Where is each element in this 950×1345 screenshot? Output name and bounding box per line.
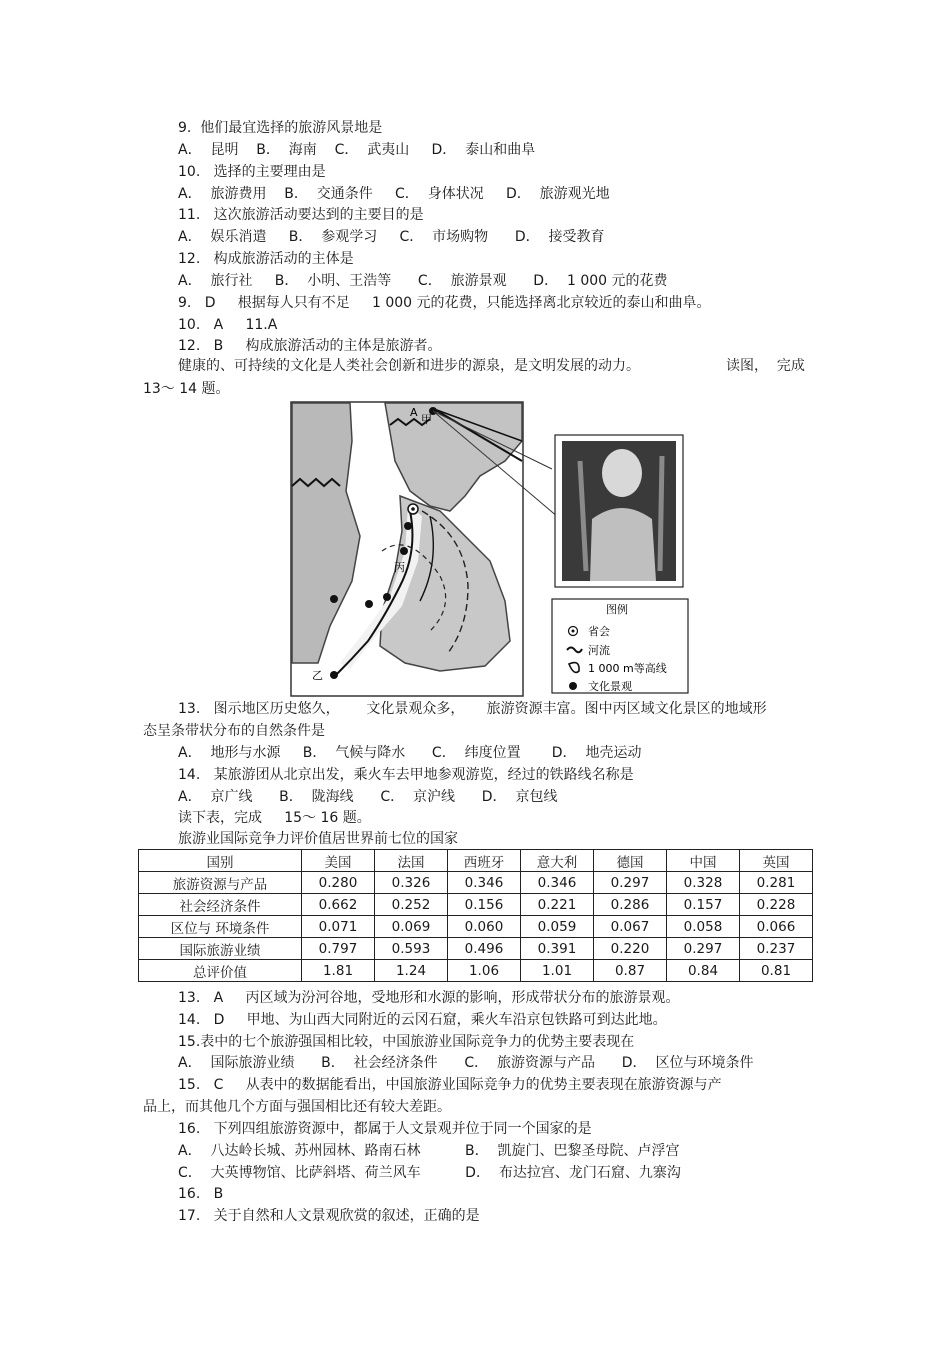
label-jia: 甲 [421,413,432,426]
capital-dot [411,507,415,511]
culture-site [365,600,373,608]
table-header-cell: 国别 [139,850,302,872]
question-13-cont: 态呈条带状分布的自然条件是 [143,723,325,739]
table-row [139,960,813,982]
table-cell: 旅游资源与产品 [139,872,302,894]
table-cell: 0.297 [667,938,740,960]
intro-paragraph: 健康的、可持续的文化是人类社会创新和进步的源泉，是文明发展的动力。 [178,358,640,374]
table-row [139,938,813,960]
legend-item-capital: 省会 [588,625,610,638]
table-cell: 0.81 [740,960,813,982]
question-12: 12. 构成旅游活动的主体是 [178,251,354,267]
competitiveness-table [138,849,813,982]
table-cell: 0.071 [302,916,375,938]
table-header-cell: 德国 [594,850,667,872]
intro-paragraph-cont: 13～ 14 题。 [143,381,230,397]
table-cell: 0.281 [740,872,813,894]
question-9: 9. 他们最宜选择的旅游风景地是 [178,120,383,136]
table-cell: 1.01 [521,960,594,982]
table-header-cell: 美国 [302,850,375,872]
table-cell: 0.280 [302,872,375,894]
table-header-row [139,850,813,872]
table-cell: 1.81 [302,960,375,982]
table-cell: 0.067 [594,916,667,938]
culture-site-icon [569,682,577,690]
answer-9: 9. D 根据每人只有不足 1 000 元的花费，只能选择离北京较近的泰山和曲阜。 [178,295,711,311]
label-bing: 丙 [394,561,405,574]
table-cell: 0.228 [740,894,813,916]
map-figure [290,401,692,698]
table-header-cell: 中国 [667,850,740,872]
buddha-head [602,449,642,497]
table-cell: 0.286 [594,894,667,916]
question-16: 16. 下列四组旅游资源中，都属于人文景观并位于同一个国家的是 [178,1121,592,1137]
table-row [139,872,813,894]
intro-paragraph-end: 读图， 完成 [726,358,805,374]
answer-13: 13. A 丙区域为汾河谷地，受地形和水源的影响，形成带状分布的旅游景观。 [178,990,680,1006]
table-cell: 0.221 [521,894,594,916]
question-14: 14. 某旅游团从北京出发，乘火车去甲地参观游览，经过的铁路线名称是 [178,767,634,783]
options-16-ab: A． 八达岭长城、苏州园林、路南石林 B． 凯旋门、巴黎圣母院、卢浮宫 [178,1143,680,1159]
legend-item-river: 河流 [588,644,610,657]
table-cell: 0.662 [302,894,375,916]
table-cell: 0.157 [667,894,740,916]
table-cell: 0.593 [375,938,448,960]
culture-site-yi [330,671,338,679]
table-cell: 0.391 [521,938,594,960]
options-13: A． 地形与水源 B． 气候与降水 C． 纬度位置 D． 地壳运动 [178,745,642,761]
table-header-cell: 英国 [740,850,813,872]
table-cell: 0.297 [594,872,667,894]
label-a: A [410,406,418,419]
question-15: 15.表中的七个旅游强国相比较，中国旅游业国际竞争力的优势主要表现在 [178,1034,635,1050]
question-17: 17. 关于自然和人文景观欣赏的叙述，正确的是 [178,1208,480,1224]
options-9: A． 昆明 B． 海南 C． 武夷山 D． 泰山和曲阜 [178,142,536,158]
table-header-cell: 西班牙 [448,850,521,872]
table-cell: 0.220 [594,938,667,960]
question-11: 11. 这次旅游活动要达到的主要目的是 [178,207,424,223]
table-cell: 区位与 环境条件 [139,916,302,938]
table-cell: 0.84 [667,960,740,982]
answer-14: 14. D 甲地、为山西大同附近的云冈石窟，乘火车沿京包铁路可到达此地。 [178,1012,667,1028]
question-13: 13. 图示地区历史悠久， 文化景观众多， 旅游资源丰富。图中丙区域文化景区的地域形 [178,701,767,717]
table-title: 旅游业国际竞争力评价值居世界前七位的国家 [178,831,458,847]
options-16-cd: C． 大英博物馆、比萨斜塔、荷兰风车 D． 布达拉宫、龙门石窟、九寨沟 [178,1165,681,1181]
table-cell: 0.326 [375,872,448,894]
table-cell: 1.06 [448,960,521,982]
buddha-body [590,508,656,581]
legend-item-culture: 文化景观 [588,680,632,693]
table-cell: 1.24 [375,960,448,982]
table-cell: 社会经济条件 [139,894,302,916]
table-cell: 国际旅游业绩 [139,938,302,960]
table-cell: 0.797 [302,938,375,960]
table-header-cell: 法国 [375,850,448,872]
answer-10-11: 10. A 11.A [178,317,278,333]
table-cell: 0.237 [740,938,813,960]
options-14: A． 京广线 B． 陇海线 C． 京沪线 D． 京包线 [178,789,558,805]
table-cell: 0.496 [448,938,521,960]
table-cell: 0.059 [521,916,594,938]
options-10: A． 旅游费用 B． 交通条件 C． 身体状况 D． 旅游观光地 [178,186,610,202]
answer-16: 16. B [178,1186,224,1202]
answer-12: 12. B 构成旅游活动的主体是旅游者。 [178,338,442,354]
table-cell: 0.058 [667,916,740,938]
culture-site [404,522,412,530]
table-cell: 0.252 [375,894,448,916]
question-10: 10. 选择的主要理由是 [178,164,326,180]
table-cell: 0.346 [521,872,594,894]
table-cell: 0.156 [448,894,521,916]
answer-15-cont: 品上，而其他几个方面与强国相比还有较大差距。 [143,1099,451,1115]
options-15: A． 国际旅游业绩 B． 社会经济条件 C． 旅游资源与产品 D． 区位与环境条件 [178,1055,754,1071]
table-cell: 0.060 [448,916,521,938]
table-cell: 0.328 [667,872,740,894]
answer-15: 15. C 从表中的数据能看出，中国旅游业国际竞争力的优势主要表现在旅游资源与产 [178,1077,722,1093]
table-cell: 0.069 [375,916,448,938]
table-header-cell: 意大利 [521,850,594,872]
legend-item-contour: 1 000 m等高线 [588,662,667,675]
culture-site [400,547,408,555]
culture-site [383,593,391,601]
table-cell: 0.346 [448,872,521,894]
label-yi: 乙 [312,669,323,682]
table-cell: 0.87 [594,960,667,982]
options-11: A． 娱乐消遣 B． 参观学习 C． 市场购物 D． 接受教育 [178,229,605,245]
options-12: A． 旅行社 B． 小明、王浩等 C． 旅游景观 D． 1 000 元的花费 [178,273,668,289]
capital-icon-dot [572,630,575,633]
read-table-instruction: 读下表，完成 15～ 16 题。 [178,810,371,826]
table-cell: 0.066 [740,916,813,938]
table-cell: 总评价值 [139,960,302,982]
table-row [139,916,813,938]
culture-site [330,595,338,603]
table-row [139,894,813,916]
legend-title: 图例 [606,603,628,616]
